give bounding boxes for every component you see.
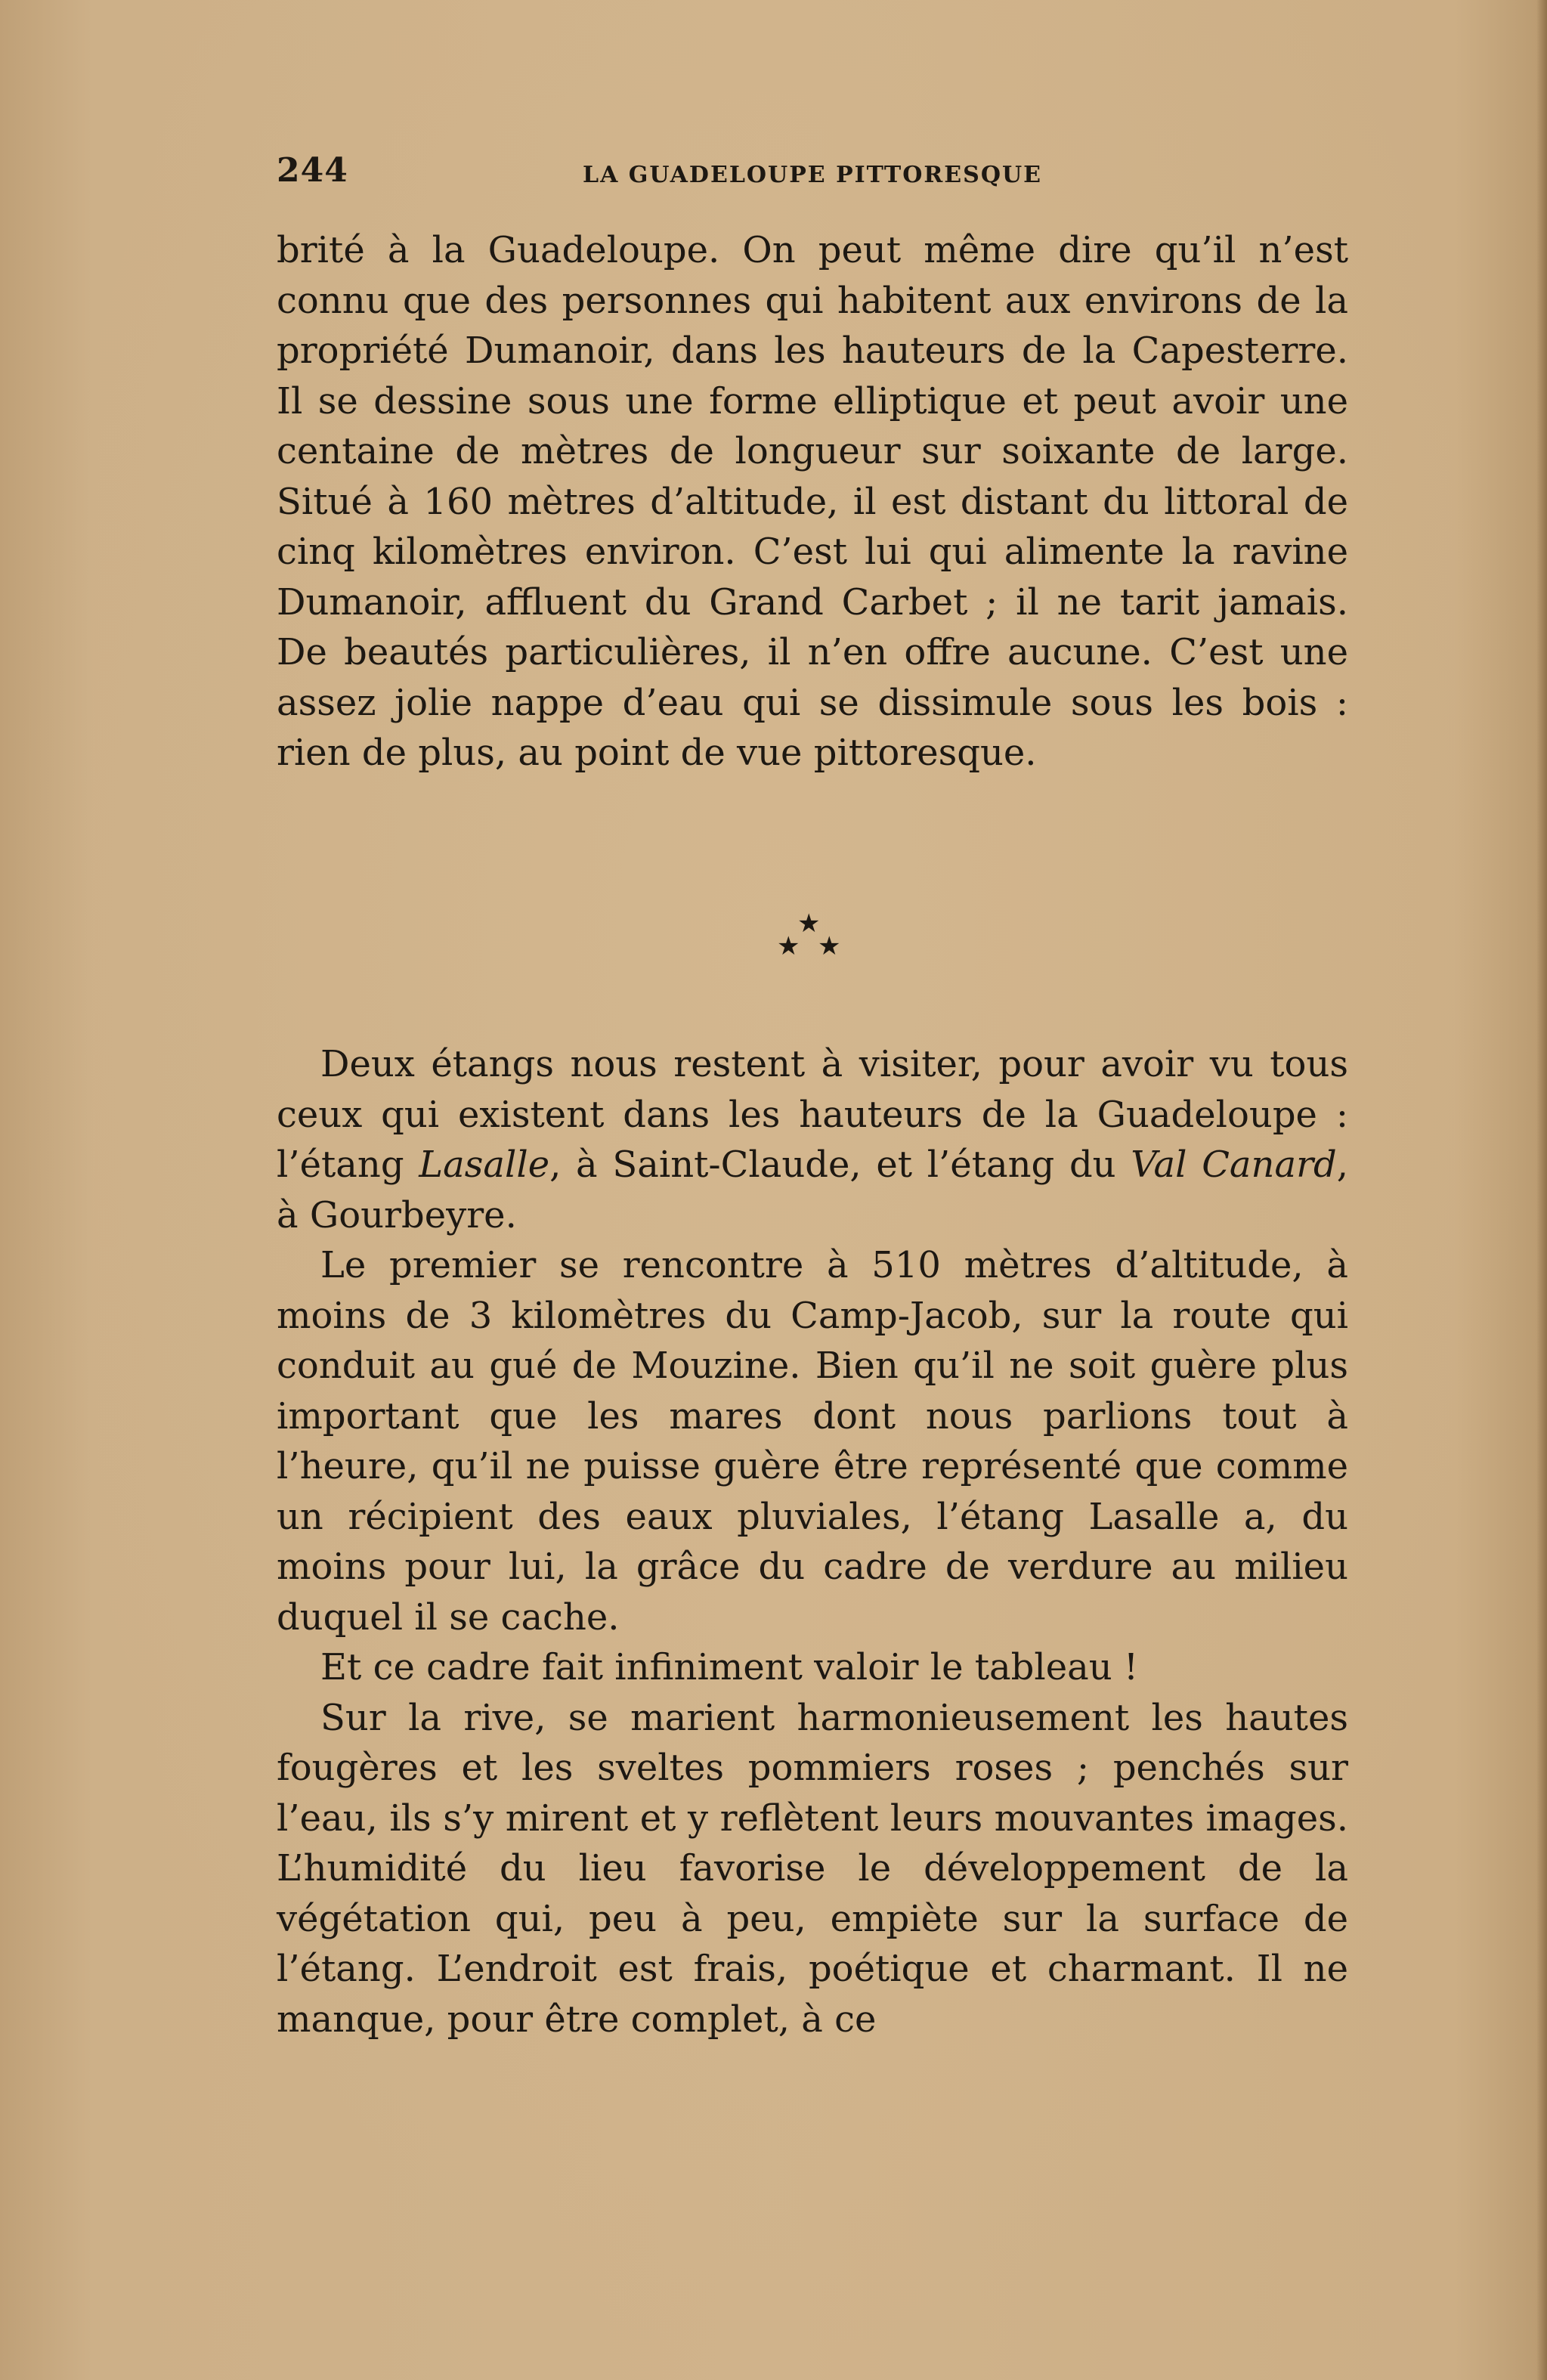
text-run: Deux étangs nous restent à visiter, pour avoir vu tous ceux qui existent dans les hauteurs de la Guadeloupe : l’étang [277,1043,1348,1186]
paragraph: Sur la rive, se marient harmonieusement les hautes fougères et les sveltes pommiers roses ; penchés sur l’eau, ils s’y mirent et y reflètent leurs mouvantes images. L’humidité du lieu favorise le développement de la végétation qui, peu à peu, empiète sur la surface de l’étang. L’endroit est frais, poétique et charmant. Il ne manque, pour être complet, à ce [277,1696,1348,2041]
place-name-italic: Lasalle [419,1144,550,1186]
text-run: , à Gourbeyre. [277,1144,1349,1236]
paragraph-continuation: brité à la Guadeloupe. On peut même dire qu’il n’est connu que des personnes qui habitent aux environs de la propriété Dumanoir, dans les hauteurs de la Capesterre. Il se dessine sous une forme elliptique et peut avoir une centaine de mètres de longueur sur soixante de large. Situé à 160 mètres d’altitude, il est distant du littoral de cinq kilomètres environ. C’est lui qui alimente la ravine Dumanoir, affluent du Grand Carbet ; il ne tarit jamais. De beautés particulières, il n’en offre aucune. C’est une assez jolie nappe d’eau qui se dissimule sous les bois : rien de plus, au point de vue pittoresque. [277,229,1348,774]
paragraph [277,1039,1348,1240]
paragraph: Et ce cadre fait infiniment valoir le tableau ! [320,1646,1139,1688]
page-header [277,151,1348,204]
place-name-italic: Val Canard [1131,1144,1337,1186]
text-block-top [277,225,1348,778]
page-number: 244 [277,151,348,190]
paragraph: Le premier se rencontre à 510 mètres d’altitude, à moins de 3 kilomètres du Camp-Jacob, sur la route qui conduit au gué de Mouzine. Bien qu’il ne soit guère plus important que les mares dont nous parlions tout à l’heure, qu’il ne puisse guère être représenté que comme un récipient des eaux pluviales, l’étang Lasalle a, du moins pour lui, la grâce du cadre de verdure au milieu duquel il se cache. [277,1244,1348,1639]
text-run: , à Saint-Claude, et l’étang du [549,1144,1131,1186]
running-title: LA GUADELOUPE PITTORESQUE [582,162,1043,188]
text-block-bottom [277,1039,1348,2044]
star-icon: ★ [818,931,841,961]
asterism-icon [0,903,1547,971]
star-icon: ★ [797,908,821,939]
star-icon: ★ [777,931,800,961]
